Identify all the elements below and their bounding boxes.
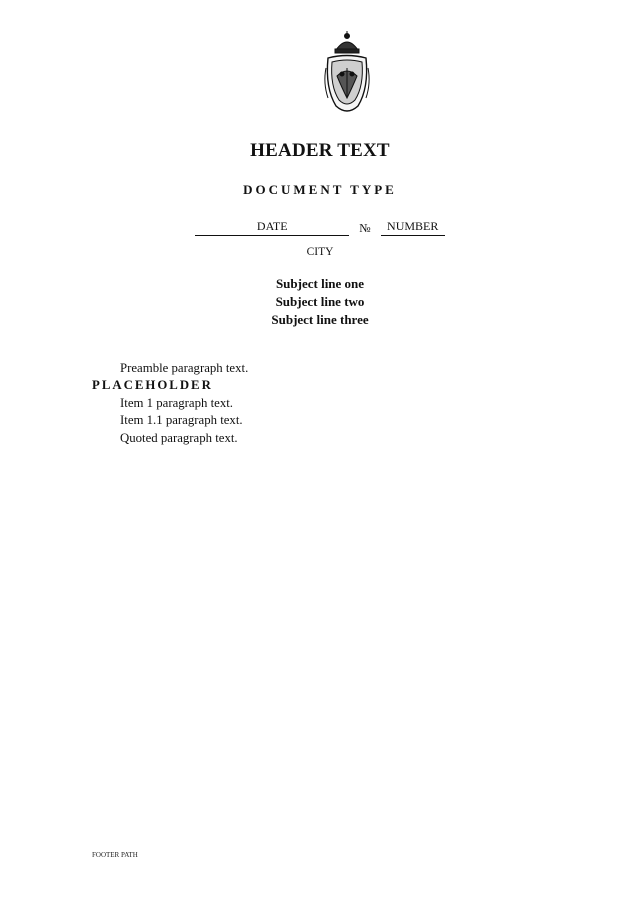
- subject-line: Subject line two: [275, 294, 365, 309]
- document-subject: [0, 275, 640, 329]
- issue-city: CITY: [306, 246, 334, 258]
- body-paragraph-intro: Preamble paragraph text.: [120, 361, 249, 375]
- body-paragraph-item1: Item 1 paragraph text.: [120, 395, 233, 410]
- date-number-row: [0, 219, 640, 236]
- document-number: NUMBER: [381, 219, 445, 236]
- body-resolve-word: [92, 377, 612, 394]
- organization-title: HEADER TEXT: [250, 140, 390, 161]
- subject-line: Subject line one: [275, 276, 365, 291]
- footer-file-path: FOOTER PATH: [92, 851, 138, 859]
- body-paragraph-quote: Quoted paragraph text.: [120, 430, 238, 445]
- document-body: [92, 360, 612, 447]
- resolve-word: PLACEHOLDER: [92, 378, 213, 393]
- document-type: DOCUMENT TYPE: [243, 182, 397, 197]
- document-date: DATE: [195, 219, 349, 236]
- coat-of-arms-icon: [322, 28, 372, 118]
- subject-line: Subject line three: [271, 312, 369, 327]
- number-label: №: [359, 221, 371, 235]
- body-paragraph-item1-1: Item 1.1 paragraph text.: [120, 413, 243, 428]
